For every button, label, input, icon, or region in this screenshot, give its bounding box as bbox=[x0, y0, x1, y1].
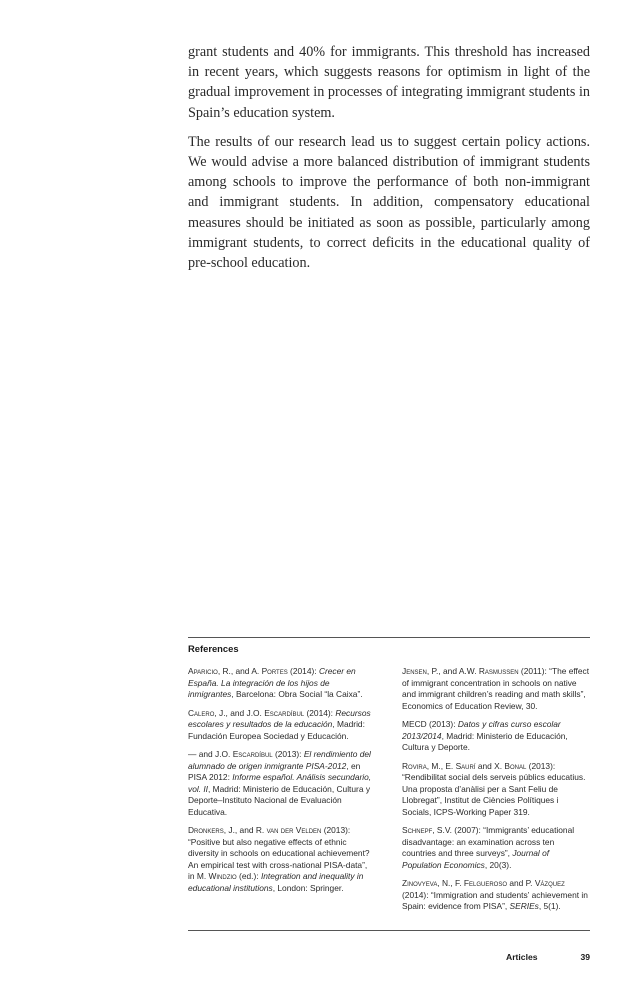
reference-text: Calero bbox=[188, 707, 215, 718]
references-left-column bbox=[188, 666, 376, 920]
reference-text: (2011): “The effect of immigrant concentration in schools on native and immigrant children’s reading and math skills”, Economics of Education Review, 30. bbox=[402, 666, 590, 711]
reference-text: MECD (2013): bbox=[402, 719, 458, 729]
body-paragraph: The results of our research lead us to suggest certain policy actions. We would advise a more balanced distribution of immigrant students among schools to improve the performance of both non-immigrant and immigrant students. In addition, compensatory educational measures should be initiated as soon as possible, particularly among immigrant students, to correct deficits in the educational quality of pre-school education. bbox=[188, 133, 590, 272]
reference-text: Portes bbox=[261, 666, 288, 676]
reference-text: Escardíbul bbox=[264, 707, 305, 718]
reference-entry bbox=[188, 749, 376, 818]
reference-text: Dronkers bbox=[188, 825, 224, 835]
reference-text: (2014): bbox=[287, 666, 319, 676]
reference-text: (2013): “Rendibilitat social dels serveis públics educatius. Una proposta d’anàlisi per a Sant Feliu de Llobregat”, Institut de Ciències Polítiques i Socials, ICPS-Working Paper 319. bbox=[402, 760, 586, 817]
reference-entry bbox=[402, 825, 590, 871]
reference-entry bbox=[402, 666, 590, 712]
reference-text: Zinovyeva bbox=[402, 878, 438, 888]
reference-text: , J., and J.O. bbox=[214, 707, 265, 718]
reference-entry bbox=[402, 719, 590, 754]
reference-text: (2014): bbox=[304, 707, 336, 718]
reference-text: , en PISA 2012: bbox=[188, 760, 361, 782]
reference-text: Saurí bbox=[455, 760, 476, 771]
reference-text: Schnepf bbox=[402, 825, 433, 835]
reference-entry bbox=[188, 666, 376, 701]
reference-text: Aparicio bbox=[188, 666, 218, 676]
reference-text: , R., and A. bbox=[217, 666, 262, 676]
reference-text: , M., E. bbox=[426, 760, 456, 771]
references-heading: References bbox=[188, 643, 239, 654]
reference-entry bbox=[188, 825, 376, 894]
reference-text: Crecer en España. La integración de los hijos de inmigrantes bbox=[188, 666, 356, 699]
reference-text: (ed.): bbox=[236, 871, 261, 881]
reference-text: (2013): “Positive but also negative effects of ethnic diversity in schools on educational achievement? An empirical test with cross-national PISA-data”, in M. bbox=[188, 825, 370, 881]
references-section bbox=[188, 637, 590, 931]
reference-text: Windzio bbox=[208, 871, 237, 881]
reference-text: — and J.O. bbox=[188, 749, 233, 759]
reference-text: (2013): bbox=[272, 749, 304, 759]
reference-text: Integration and inequality in educational institutions bbox=[188, 871, 364, 893]
reference-text: , Barcelona: Obra Social “la Caixa”. bbox=[231, 689, 363, 699]
reference-text: , S.V. (2007): “Immigrants’ educational disadvantage: an examination across ten countries and three surveys”, bbox=[402, 825, 575, 858]
reference-text: , 5(1). bbox=[538, 901, 561, 911]
reference-text: Informe español. Análisis secundario, vol. II bbox=[188, 772, 372, 794]
reference-text: Jensen bbox=[402, 666, 427, 676]
reference-text: and P. bbox=[507, 878, 535, 888]
reference-text: El rendimiento del alumnado de origen inmigrante PISA-2012 bbox=[188, 749, 371, 771]
reference-text: and X. bbox=[475, 760, 505, 771]
reference-text: Recursos escolares y resultados de la educación bbox=[188, 707, 371, 729]
reference-text: , Madrid: Ministerio de Educación, Cultura y Deporte–Instituto Nacional de Evaluación Educativa. bbox=[188, 783, 371, 817]
reference-text: (2014): “Immigration and students’ achievement in Spain: evidence from PISA”, bbox=[402, 889, 588, 911]
references-right-column bbox=[402, 666, 590, 920]
reference-text: Vázquez bbox=[534, 878, 565, 888]
reference-text: , Madrid: Fundación Europea Sociedad y Educación. bbox=[188, 719, 365, 741]
reference-text: Escardíbul bbox=[232, 749, 273, 759]
reference-entry bbox=[402, 761, 590, 819]
reference-text: Felgueroso bbox=[463, 878, 508, 888]
reference-text: , N., F. bbox=[437, 878, 464, 888]
reference-text: Bonal bbox=[504, 760, 527, 771]
reference-text: , J., and R. bbox=[223, 825, 267, 835]
body-paragraph: grant students and 40% for immigrants. This threshold has increased in recent years, which suggests reasons for optimism in light of the gradual improvement in processes of integrating immigrant students in Spain’s education system. bbox=[188, 44, 590, 121]
reference-text: SERIEs bbox=[509, 901, 539, 911]
reference-text: Journal of Population Economics bbox=[402, 848, 550, 870]
reference-entry bbox=[402, 878, 590, 913]
reference-text: Rovira bbox=[402, 760, 427, 771]
reference-text: , 20(3). bbox=[484, 859, 512, 870]
footer-section-label: Articles bbox=[506, 952, 538, 962]
reference-text: Rasmussen bbox=[478, 666, 519, 676]
reference-text: , London: Springer. bbox=[272, 882, 344, 893]
reference-text: , P., and A.W. bbox=[426, 666, 479, 676]
reference-entry bbox=[188, 708, 376, 743]
reference-text: , Madrid: Ministerio de Educación, Cultura y Deporte. bbox=[402, 730, 568, 752]
page-number: 39 bbox=[580, 952, 590, 962]
reference-text: Datos y cifras curso escolar 2013/2014 bbox=[402, 719, 561, 741]
body-text bbox=[188, 42, 590, 282]
reference-text: van der Velden bbox=[266, 825, 322, 835]
